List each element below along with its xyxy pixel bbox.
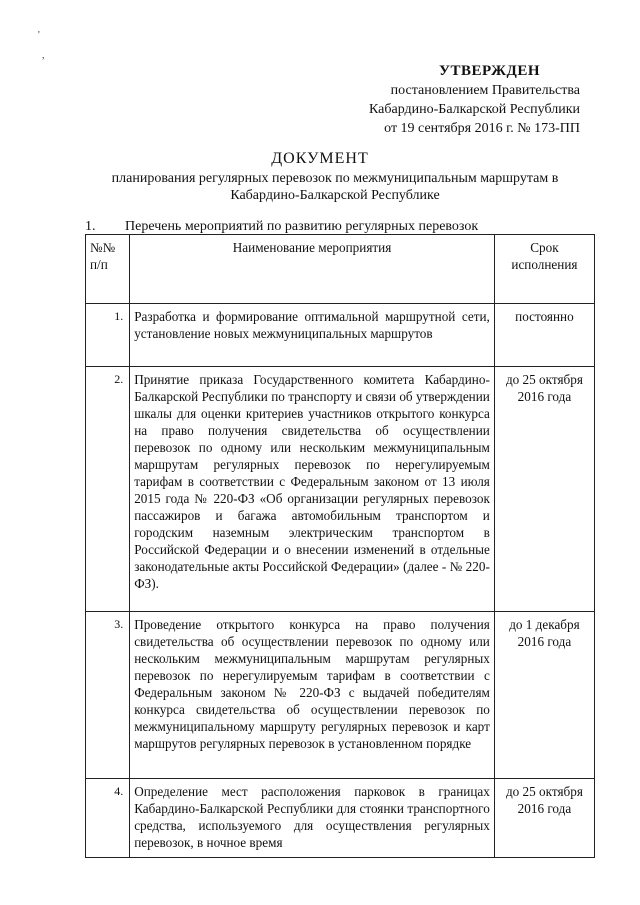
row-num: 2. xyxy=(86,367,130,612)
document-title: ДОКУМЕНТ xyxy=(271,150,369,167)
section-number: 1. xyxy=(85,219,96,234)
row-term: до 25 октября 2016 года xyxy=(494,367,594,612)
table-row xyxy=(86,367,595,612)
scan-speck: , xyxy=(42,50,45,61)
header-term: Срок исполнения xyxy=(494,235,594,304)
table-row xyxy=(86,612,595,779)
approval-line: постановлением Правительства xyxy=(390,83,580,98)
row-num: 1. xyxy=(86,304,130,367)
section-heading xyxy=(85,219,478,235)
table-row xyxy=(86,304,595,367)
row-term: до 1 декабря 2016 года xyxy=(494,612,594,779)
approval-title: УТВЕРЖДЕН xyxy=(439,63,540,79)
row-num: 3. xyxy=(86,612,130,779)
scan-speck: ' xyxy=(38,30,40,41)
approval-line: Кабардино-Балкарской Республики xyxy=(369,102,580,117)
row-num: 4. xyxy=(86,779,130,858)
section-title: Перечень мероприятий по развитию регулярных перевозок xyxy=(125,219,479,234)
row-name: Проведение открытого конкурса на право получения свидетельства об осуществлении перевозок по одному или нескольким межмуниципальным маршрутам регулярных перевозок по нерегулируемым тарифам в соответствии с Федеральным законом № 220-ФЗ с выдачей победителям конкурса свидетельства об осуществлении перевозок по межмуниципальному маршруту регулярных перевозок и карт маршрутов регулярных перевозок в установленном порядке xyxy=(130,612,495,779)
approval-block xyxy=(260,62,580,138)
header-name: Наименование мероприятия xyxy=(130,235,495,304)
approval-line: от 19 сентября 2016 г. № 173-ПП xyxy=(384,121,580,136)
row-name: Разработка и формирование оптимальной маршрутной сети, установление новых межмуниципальных маршрутов xyxy=(130,304,495,367)
measures-table xyxy=(85,234,595,858)
row-name: Принятие приказа Государственного комитета Кабардино-Балкарской Республики по транспорту и связи об утверждении шкалы для оценки критериев участников открытого конкурса на право получения свидетельства об осуществлении перевозок по одному или нескольким межмуниципальным маршрутам регулярных перевозок по нерегулируемым тарифам в соответствии с Федеральным законом от 13 июля 2015 года № 220-ФЗ «Об организации регулярных перевозок пассажиров и багажа автомобильным транспортом и городским наземным электрическим транспортом в Российской Федерации и о внесении изменений в отдельные законодательные акты Российской Федерации» (далее - № 220-ФЗ). xyxy=(130,367,495,612)
row-term: до 25 октября 2016 года xyxy=(494,779,594,858)
table-header-row xyxy=(86,235,595,304)
table-row xyxy=(86,779,595,858)
document-subtitle: планирования регулярных перевозок по межмуниципальным маршрутам в Кабардино-Балкарской Республике xyxy=(111,171,559,203)
row-name: Определение мест расположения парковок в границах Кабардино-Балкарской Республики для стоянки транспортного средства, используемого для осуществления регулярных перевозок, в ночное время xyxy=(130,779,495,858)
row-term: постоянно xyxy=(494,304,594,367)
header-num: №№ п/п xyxy=(86,235,130,304)
